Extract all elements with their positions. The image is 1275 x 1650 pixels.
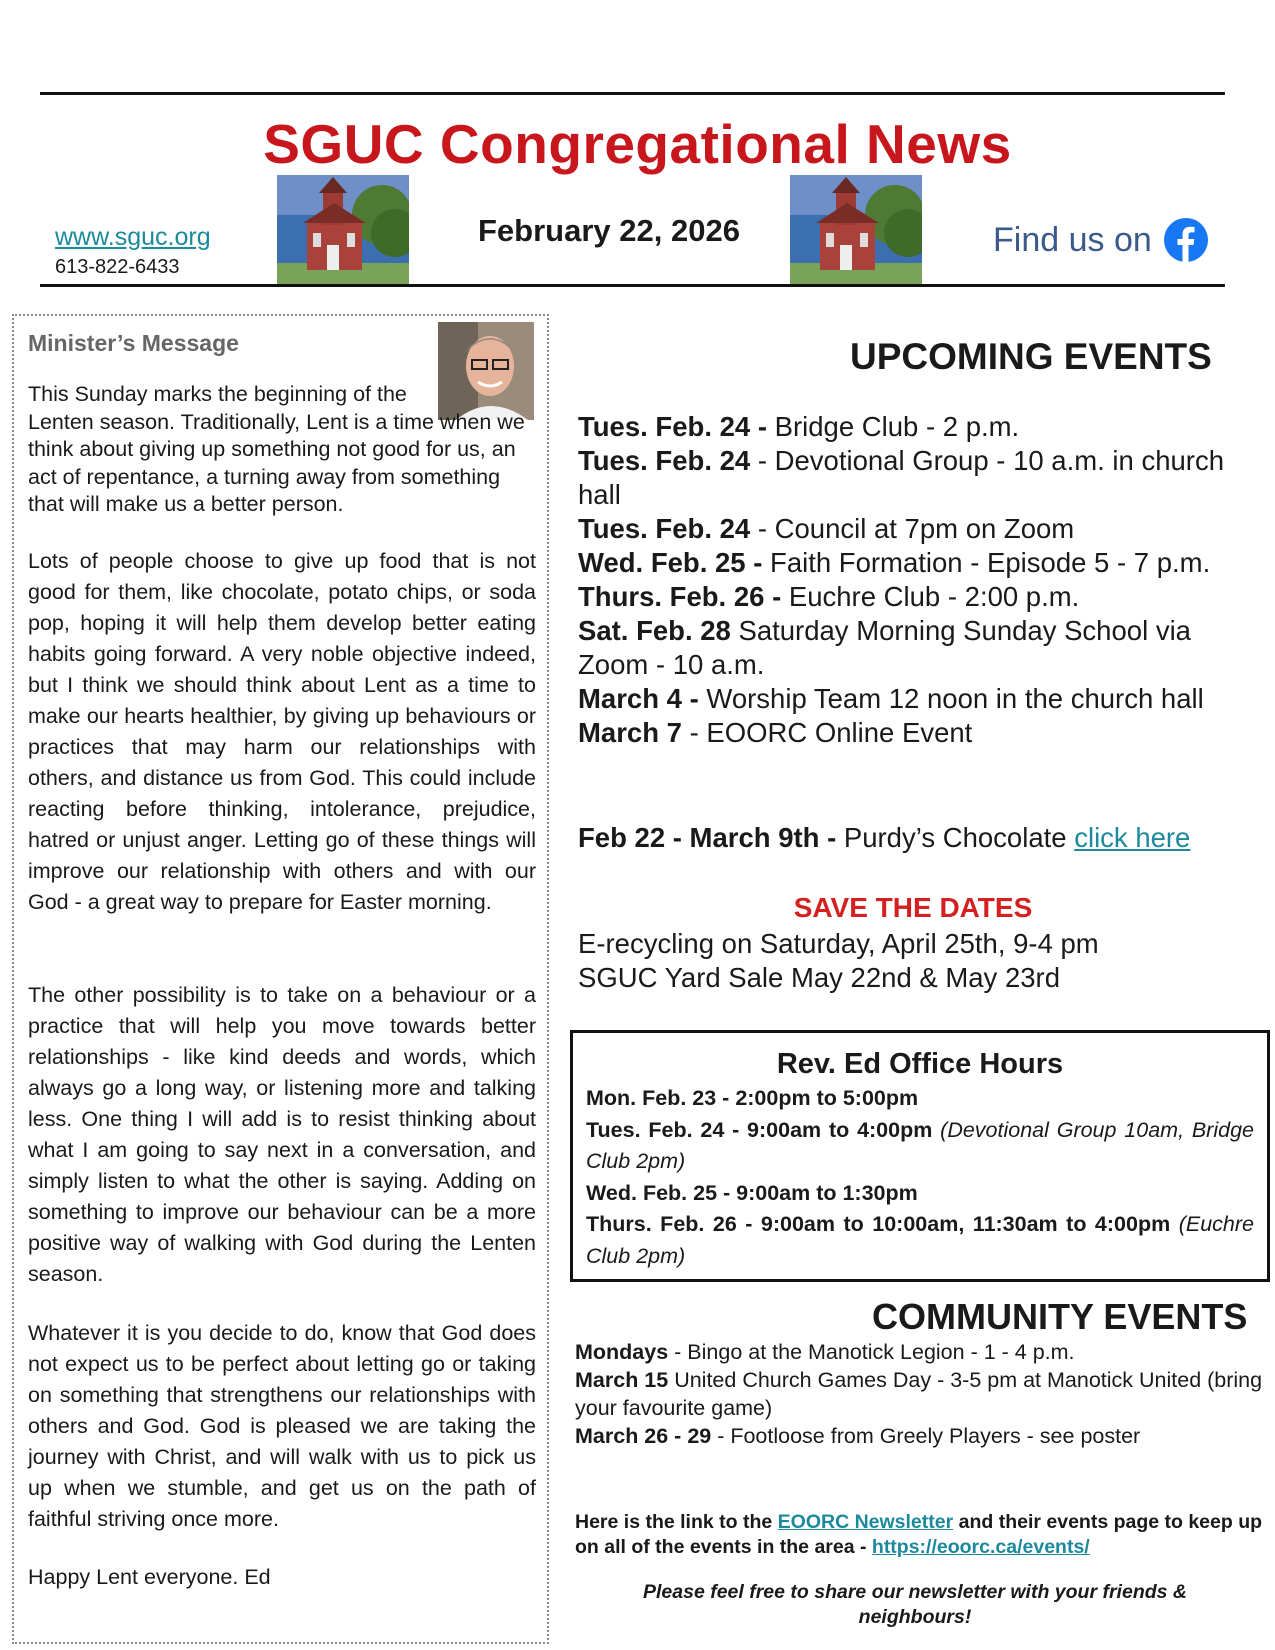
community-event-item	[575, 1366, 1265, 1422]
minister-signoff: Happy Lent everyone. Ed	[28, 1565, 271, 1589]
event-item	[578, 614, 1248, 682]
event-desc: Faith Formation - Episode 5 - 7 p.m.	[770, 547, 1211, 578]
minister-paragraph-2: Lots of people choose to give up food that is not good for them, like chocolate, potato chips, or soda pop, hoping it will help them develop better eating habits going forward. A very noble objective indeed, but I think we should think about Lent as a time to make our hearts healthier, by giving up behaviours or practices that may harm our relationships with others, and distance us from God. This could include reacting before thinking, intolerance, prejudice, hatred or unjust anger. Letting go of these things will improve our relationship with others and with our God - a great way to prepare for Easter morning.	[28, 549, 536, 914]
newsletter-title: SGUC Congregational News	[263, 113, 1012, 175]
phone-number: 613-822-6433	[55, 256, 180, 278]
purdy-desc: Purdy’s Chocolate	[836, 822, 1075, 853]
minister-message-heading: Minister’s Message	[28, 330, 239, 356]
community-event-desc: - Bingo at the Manotick Legion - 1 - 4 p.m.	[668, 1340, 1075, 1364]
office-hours-row	[586, 1209, 1254, 1272]
minister-paragraph-3: The other possibility is to take on a behaviour or a practice that will help you move towards better relationships - like kind deeds and words, which always go a long way, or listening more and talking less. One thing I will add is to resist thinking about what I am going to say next in a conversation, and simply listen to what the other is saying. Adding on something to improve our behaviour can be a more positive way of walking with God during the Lenten season.	[28, 983, 536, 1286]
event-item	[578, 512, 1248, 546]
eoorc-newsletter-link[interactable]: EOORC Newsletter	[777, 1511, 954, 1533]
minister-paragraph-1-start: This Sunday marks the beginning of the	[28, 382, 407, 406]
event-desc: Euchre Club - 2:00 p.m.	[781, 581, 1080, 612]
event-date: Sat. Feb. 28	[578, 615, 731, 646]
office-hours-list	[586, 1083, 1254, 1272]
minister-paragraph-4: Whatever it is you decide to do, know that God does not expect us to be perfect about letting go or taking on something that strengthens our relationships with others and God. God is pleased we are taking the journey with Christ, and will walk with us to pick us up when we stumble, and get us on the path of faithful striving once more.	[28, 1321, 536, 1531]
community-event-date: Mondays	[575, 1340, 669, 1364]
facebook-link[interactable]	[993, 218, 1208, 262]
office-hours-row	[586, 1083, 1254, 1115]
office-hours-day: Thurs. Feb. 26 - 9:00am to 10:00am, 11:30am to 4:00pm	[586, 1212, 1171, 1236]
purdy-click-here-link[interactable]: click here	[1074, 822, 1191, 853]
top-rule	[40, 92, 1225, 95]
event-desc: - EOORC Online Event	[681, 717, 973, 748]
community-event-item	[575, 1338, 1265, 1366]
event-desc: - Council at 7pm on Zoom	[750, 513, 1075, 544]
event-item	[578, 444, 1248, 512]
office-hours-note: (Euchre Club 2pm)	[586, 1212, 1254, 1268]
community-event-item	[575, 1422, 1265, 1450]
office-hours-note: (Devotional Group 10am, Bridge Club 2pm)	[586, 1117, 1254, 1173]
event-item	[578, 580, 1248, 614]
event-item	[578, 410, 1248, 444]
event-date: Thurs. Feb. 26 -	[578, 581, 782, 612]
office-hours-row	[586, 1115, 1254, 1178]
upcoming-events-heading: UPCOMING EVENTS	[850, 336, 1212, 377]
office-hours-row	[586, 1178, 1254, 1210]
purdys-chocolate-event	[578, 822, 1190, 854]
event-item	[578, 546, 1248, 580]
community-event-date: March 26 - 29	[575, 1424, 712, 1448]
event-desc: - Devotional Group - 10 a.m. in church hall	[578, 445, 1225, 510]
office-hours-day: Mon. Feb. 23 - 2:00pm to 5:00pm	[586, 1086, 919, 1110]
event-date: Tues. Feb. 24 -	[578, 411, 767, 442]
website-link[interactable]: www.sguc.org	[55, 223, 211, 251]
event-item	[578, 682, 1248, 716]
event-desc: Worship Team 12 noon in the church hall	[698, 683, 1204, 714]
community-event-desc: - Footloose from Greely Players - see poster	[711, 1424, 1141, 1448]
save-the-dates-heading: SAVE THE DATES	[793, 892, 1033, 923]
facebook-icon	[1164, 218, 1208, 262]
eoorc-text-start: Here is the link to the	[575, 1511, 778, 1533]
community-event-date: March 15	[575, 1368, 669, 1392]
church-image-left	[277, 175, 409, 287]
facebook-label: Find us on	[993, 220, 1152, 259]
office-hours-day: Wed. Feb. 25 - 9:00am to 1:30pm	[586, 1180, 918, 1205]
community-events-heading: COMMUNITY EVENTS	[872, 1296, 1248, 1337]
minister-paragraph-1-rest: Lenten season. Traditionally, Lent is a time when we think about giving up something not good for us, an act of repentance, a turning away from something that will make us a better person.	[28, 409, 525, 516]
community-events-list	[575, 1338, 1265, 1450]
header-bottom-rule	[40, 284, 1225, 287]
event-date: Tues. Feb. 24	[578, 513, 751, 544]
office-hours-day: Tues. Feb. 24 - 9:00am to 4:00pm	[586, 1117, 933, 1142]
event-date: Tues. Feb. 24	[578, 445, 751, 476]
office-hours-title: Rev. Ed Office Hours	[776, 1048, 1064, 1080]
purdy-date: Feb 22 - March 9th -	[578, 822, 837, 853]
church-image-right	[790, 175, 922, 287]
event-desc: Saturday Morning Sunday School via Zoom - 10 a.m.	[578, 615, 1191, 680]
community-event-desc: United Church Games Day - 3-5 pm at Manotick United (bring your favourite game)	[575, 1368, 1263, 1420]
share-note: Please feel free to share our newsletter with your friends & neighbours!	[642, 1581, 1187, 1628]
minister-paragraph-1	[28, 381, 536, 519]
issue-date: February 22, 2026	[478, 213, 740, 248]
event-item	[578, 716, 1248, 750]
event-desc: Bridge Club - 2 p.m.	[766, 411, 1020, 442]
event-date: March 4 -	[578, 683, 699, 714]
upcoming-events-list	[578, 410, 1248, 750]
event-date: March 7	[578, 717, 682, 748]
event-date: Wed. Feb. 25 -	[578, 547, 771, 578]
save-the-dates-list	[578, 927, 1099, 995]
eoorc-info	[575, 1510, 1265, 1560]
eoorc-text-middle: and their events page to keep up on all of the events in the area -	[575, 1511, 1263, 1558]
eoorc-events-link[interactable]: https://eoorc.ca/events/	[871, 1536, 1090, 1558]
save-date-item: E-recycling on Saturday, April 25th, 9-4 pm	[578, 928, 1099, 959]
save-date-item: SGUC Yard Sale May 22nd & May 23rd	[578, 962, 1060, 993]
